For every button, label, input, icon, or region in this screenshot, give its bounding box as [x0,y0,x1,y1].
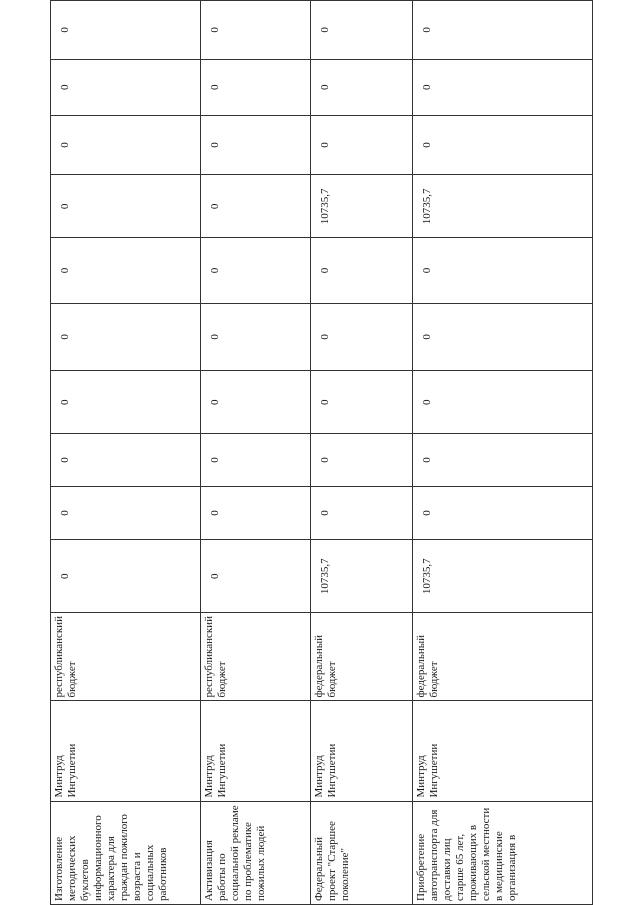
value-cell: 0 [413,1,593,60]
value-cell: 0 [201,434,311,486]
table-row [311,1,413,905]
value-cell: 0 [413,303,593,370]
value-cell: 0 [201,303,311,370]
value-cell: 0 [413,434,593,486]
value-cell: 10735,7 [413,540,593,613]
value-cell: 0 [51,540,201,613]
table-row [51,1,201,905]
funding-source-cell: республиканский бюджет [51,613,201,701]
value-cell: 10735,7 [413,175,593,238]
value-cell: 0 [201,540,311,613]
value-cell: 0 [201,371,311,434]
value-cell: 0 [51,238,201,303]
value-cell: 0 [413,115,593,175]
value-cell: 0 [413,238,593,303]
funding-source-cell: федеральный бюджет [413,613,593,701]
value-cell: 0 [51,175,201,238]
value-cell: 0 [51,115,201,175]
value-cell: 0 [201,1,311,60]
budget-table [50,0,593,905]
value-cell: 0 [51,1,201,60]
value-cell: 0 [201,59,311,115]
measure-name: Изготовление методических буклетов информационного характера для граждан пожилого возраста и социальных работников [51,801,201,904]
value-cell: 0 [51,303,201,370]
value-cell: 0 [311,303,413,370]
funding-source-cell: республиканский бюджет [201,613,311,701]
value-cell: 0 [201,486,311,540]
value-cell: 10735,7 [311,540,413,613]
funding-source-cell: федеральный бюджет [311,613,413,701]
value-cell: 0 [413,371,593,434]
value-cell: 0 [311,1,413,60]
value-cell: 0 [311,238,413,303]
measure-name: Федеральный проект "Старшее поколение" [311,801,413,904]
value-cell: 0 [413,486,593,540]
executor-cell: Минтруд Ингушетии [51,701,201,801]
value-cell: 0 [201,175,311,238]
measure-name: Активизация работы по социальной рекламе по проблематике пожилых людей [201,801,311,904]
table-row [201,1,311,905]
value-cell: 0 [311,371,413,434]
executor-cell: Минтруд Ингушетии [311,701,413,801]
value-cell: 0 [311,115,413,175]
value-cell: 0 [201,115,311,175]
value-cell: 0 [311,434,413,486]
value-cell: 0 [413,59,593,115]
value-cell: 10735,7 [311,175,413,238]
value-cell: 0 [51,486,201,540]
executor-cell: Минтруд Ингушетии [201,701,311,801]
value-cell: 0 [51,59,201,115]
value-cell: 0 [311,486,413,540]
value-cell: 0 [51,434,201,486]
executor-cell: Минтруд Ингушетии [413,701,593,801]
table-row [413,1,593,905]
value-cell: 0 [51,371,201,434]
value-cell: 0 [311,59,413,115]
value-cell: 0 [201,238,311,303]
measure-name: Приобретение автотранспорта для доставки лиц старше 65 лет, проживающих в сельской местности в медицинские организация в [413,801,593,904]
